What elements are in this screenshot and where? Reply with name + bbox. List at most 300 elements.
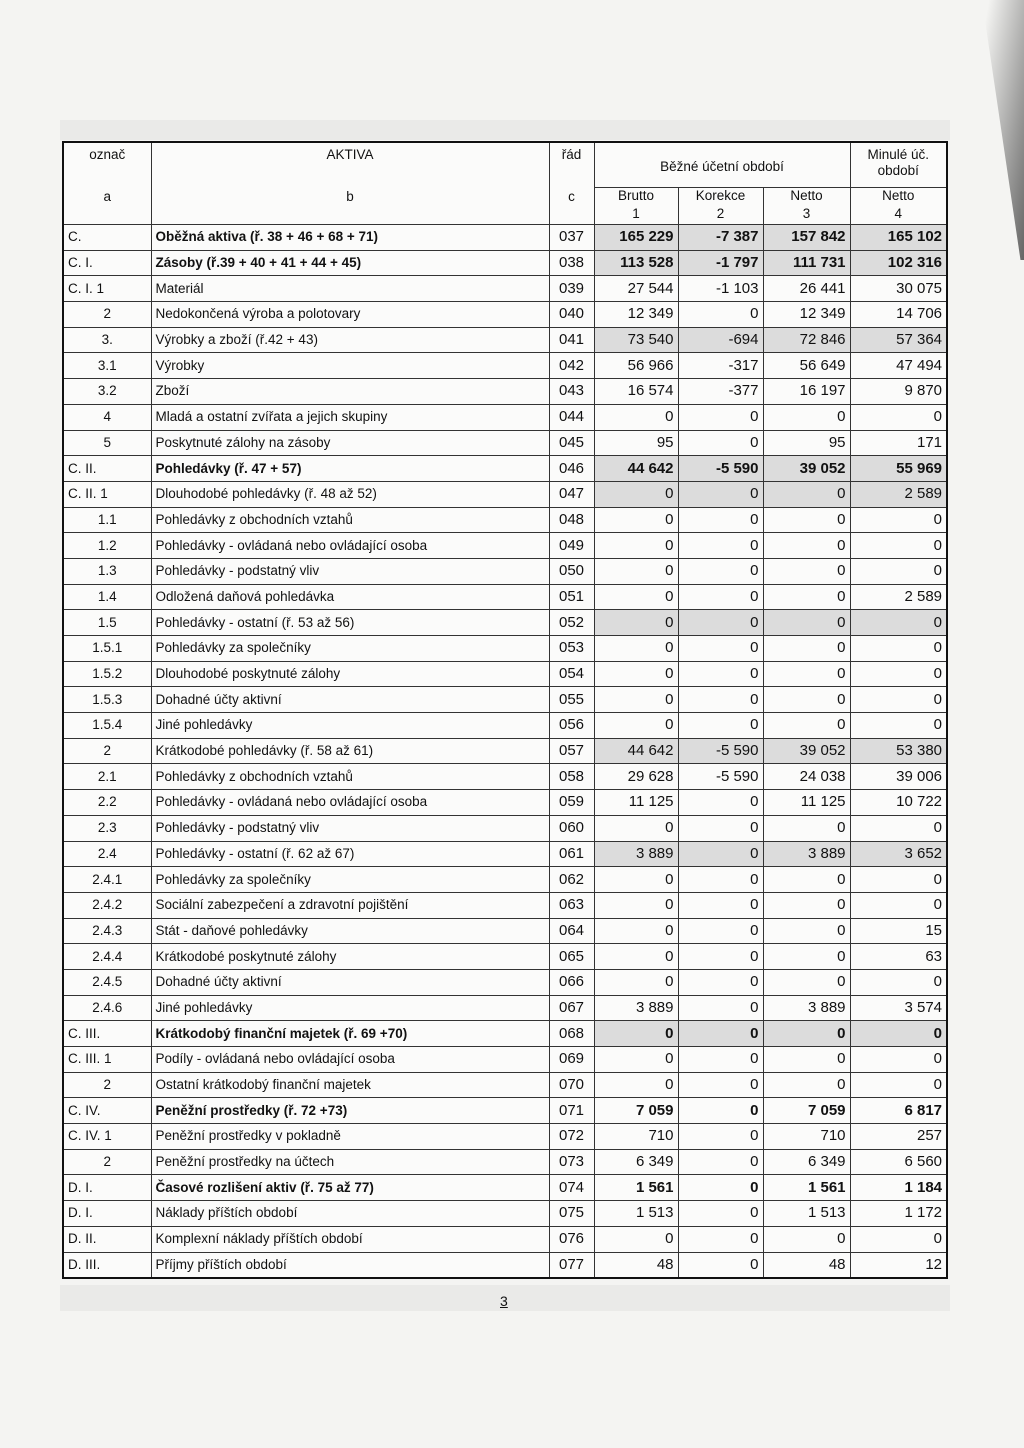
row-netto: 0 [763, 1072, 850, 1098]
row-rad: 051 [549, 584, 594, 610]
header-prev-period-line2: období [877, 163, 919, 178]
row-brutto: 6 349 [594, 1149, 678, 1175]
row-brutto: 16 574 [594, 379, 678, 405]
row-label: Pohledávky z obchodních vztahů [151, 764, 549, 790]
row-oznac: 1.1 [63, 507, 151, 533]
row-label: Výrobky a zboží (ř.42 + 43) [151, 327, 549, 353]
row-oznac: C. I. [63, 250, 151, 276]
row-prev-netto: 53 380 [850, 738, 947, 764]
row-brutto: 3 889 [594, 841, 678, 867]
row-rad: 060 [549, 815, 594, 841]
row-netto: 0 [763, 867, 850, 893]
row-rad: 063 [549, 892, 594, 918]
header-prev-netto: Netto [850, 188, 947, 207]
header-netto: Netto [763, 188, 850, 207]
row-rad: 048 [549, 507, 594, 533]
row-rad: 071 [549, 1098, 594, 1124]
row-oznac: 2.4.1 [63, 867, 151, 893]
table-row [63, 969, 947, 995]
row-oznac: C. I. 1 [63, 276, 151, 302]
header-n4: 4 [850, 206, 947, 225]
table-row [63, 738, 947, 764]
table-row [63, 841, 947, 867]
row-oznac: 2.4 [63, 841, 151, 867]
table-row [63, 1098, 947, 1124]
row-brutto: 0 [594, 533, 678, 559]
page-number: 3 [500, 1293, 508, 1309]
row-rad: 061 [549, 841, 594, 867]
row-brutto: 48 [594, 1252, 678, 1278]
row-oznac: D. II. [63, 1226, 151, 1252]
row-netto: 0 [763, 558, 850, 584]
table-row [63, 1047, 947, 1073]
row-oznac: 2.1 [63, 764, 151, 790]
row-korekce: 0 [678, 507, 763, 533]
row-brutto: 11 125 [594, 790, 678, 816]
row-rad: 058 [549, 764, 594, 790]
row-oznac: C. III. [63, 1021, 151, 1047]
row-prev-netto: 47 494 [850, 353, 947, 379]
row-rad: 052 [549, 610, 594, 636]
row-label: Krátkodobé pohledávky (ř. 58 až 61) [151, 738, 549, 764]
row-korekce: 0 [678, 1047, 763, 1073]
scan-band [60, 120, 950, 140]
row-prev-netto: 0 [850, 558, 947, 584]
row-brutto: 0 [594, 507, 678, 533]
row-brutto: 0 [594, 713, 678, 739]
table-row [63, 584, 947, 610]
row-netto: 0 [763, 404, 850, 430]
row-netto: 3 889 [763, 841, 850, 867]
row-netto: 0 [763, 1021, 850, 1047]
row-label: Stát - daňové pohledávky [151, 918, 549, 944]
row-netto: 0 [763, 533, 850, 559]
row-label: Výrobky [151, 353, 549, 379]
row-brutto: 3 889 [594, 995, 678, 1021]
row-brutto: 0 [594, 610, 678, 636]
row-label: Pohledávky - ovládaná nebo ovládající osoba [151, 533, 549, 559]
row-korekce: 0 [678, 867, 763, 893]
row-brutto: 7 059 [594, 1098, 678, 1124]
row-prev-netto: 39 006 [850, 764, 947, 790]
row-netto: 0 [763, 1226, 850, 1252]
row-oznac: C. IV. [63, 1098, 151, 1124]
row-rad: 049 [549, 533, 594, 559]
row-oznac: C. III. 1 [63, 1047, 151, 1073]
row-oznac: 2.2 [63, 790, 151, 816]
row-brutto: 44 642 [594, 456, 678, 482]
row-rad: 042 [549, 353, 594, 379]
table-row [63, 713, 947, 739]
row-prev-netto: 0 [850, 1226, 947, 1252]
row-prev-netto: 0 [850, 507, 947, 533]
table-row [63, 302, 947, 328]
row-korekce: 0 [678, 1098, 763, 1124]
row-netto: 11 125 [763, 790, 850, 816]
row-oznac: 1.4 [63, 584, 151, 610]
row-label: Nedokončená výroba a polotovary [151, 302, 549, 328]
row-prev-netto: 9 870 [850, 379, 947, 405]
row-oznac: D. I. [63, 1175, 151, 1201]
table-row [63, 276, 947, 302]
row-korekce: 0 [678, 533, 763, 559]
row-prev-netto: 3 652 [850, 841, 947, 867]
table-row [63, 636, 947, 662]
row-korekce: -1 103 [678, 276, 763, 302]
row-prev-netto: 0 [850, 713, 947, 739]
row-netto: 39 052 [763, 456, 850, 482]
row-label: Podíly - ovládaná nebo ovládající osoba [151, 1047, 549, 1073]
row-brutto: 95 [594, 430, 678, 456]
row-korekce: -317 [678, 353, 763, 379]
row-label: Pohledávky (ř. 47 + 57) [151, 456, 549, 482]
row-brutto: 0 [594, 558, 678, 584]
row-label: Peněžní prostředky na účtech [151, 1149, 549, 1175]
row-rad: 055 [549, 687, 594, 713]
row-korekce: 0 [678, 430, 763, 456]
table-row [63, 661, 947, 687]
row-brutto: 0 [594, 404, 678, 430]
row-korekce: 0 [678, 636, 763, 662]
table-row [63, 353, 947, 379]
row-prev-netto: 0 [850, 404, 947, 430]
row-rad: 050 [549, 558, 594, 584]
row-rad: 053 [549, 636, 594, 662]
row-oznac: D. I. [63, 1201, 151, 1227]
row-prev-netto: 12 [850, 1252, 947, 1278]
table-row [63, 533, 947, 559]
row-brutto: 0 [594, 969, 678, 995]
row-label: Materiál [151, 276, 549, 302]
row-korekce: 0 [678, 1226, 763, 1252]
row-label: Krátkodobý finanční majetek (ř. 69 +70) [151, 1021, 549, 1047]
row-rad: 064 [549, 918, 594, 944]
row-korekce: 0 [678, 1072, 763, 1098]
row-oznac: 2.4.5 [63, 969, 151, 995]
row-netto: 710 [763, 1124, 850, 1150]
row-korekce: -694 [678, 327, 763, 353]
header-aktiva-label: AKTIVA [326, 147, 374, 162]
row-rad: 062 [549, 867, 594, 893]
row-oznac: 2.4.2 [63, 892, 151, 918]
row-rad: 059 [549, 790, 594, 816]
row-brutto: 44 642 [594, 738, 678, 764]
row-netto: 157 842 [763, 225, 850, 251]
table-row [63, 1226, 947, 1252]
header-korekce: Korekce [678, 188, 763, 207]
row-rad: 067 [549, 995, 594, 1021]
row-oznac: C. II. [63, 456, 151, 482]
row-netto: 0 [763, 713, 850, 739]
row-netto: 39 052 [763, 738, 850, 764]
row-brutto: 0 [594, 1047, 678, 1073]
row-oznac: 2 [63, 738, 151, 764]
row-label: Příjmy příštích období [151, 1252, 549, 1278]
table-row [63, 610, 947, 636]
table-row [63, 379, 947, 405]
row-oznac: C. II. 1 [63, 481, 151, 507]
row-netto: 0 [763, 918, 850, 944]
row-oznac: 1.5.4 [63, 713, 151, 739]
row-oznac: 2.4.3 [63, 918, 151, 944]
header-row-1 [63, 142, 947, 188]
row-netto: 24 038 [763, 764, 850, 790]
row-prev-netto: 57 364 [850, 327, 947, 353]
row-netto: 0 [763, 584, 850, 610]
row-label: Pohledávky - podstatný vliv [151, 815, 549, 841]
row-korekce: 0 [678, 841, 763, 867]
header-n1: 1 [594, 206, 678, 225]
row-rad: 037 [549, 225, 594, 251]
row-oznac: D. III. [63, 1252, 151, 1278]
row-korekce: 0 [678, 918, 763, 944]
row-label: Pohledávky za společníky [151, 636, 549, 662]
row-brutto: 0 [594, 892, 678, 918]
row-oznac: 3.2 [63, 379, 151, 405]
row-brutto: 29 628 [594, 764, 678, 790]
row-brutto: 0 [594, 687, 678, 713]
row-korekce: 0 [678, 892, 763, 918]
row-netto: 0 [763, 610, 850, 636]
row-rad: 044 [549, 404, 594, 430]
row-oznac: 1.3 [63, 558, 151, 584]
row-oznac: 2 [63, 302, 151, 328]
row-label: Pohledávky - ovládaná nebo ovládající osoba [151, 790, 549, 816]
row-rad: 074 [549, 1175, 594, 1201]
row-label: Jiné pohledávky [151, 995, 549, 1021]
table-row [63, 892, 947, 918]
header-col-c: c [568, 189, 575, 204]
row-brutto: 56 966 [594, 353, 678, 379]
row-netto: 6 349 [763, 1149, 850, 1175]
row-prev-netto: 2 589 [850, 584, 947, 610]
row-prev-netto: 171 [850, 430, 947, 456]
header-rad-label: řád [561, 147, 582, 162]
row-prev-netto: 55 969 [850, 456, 947, 482]
row-rad: 072 [549, 1124, 594, 1150]
row-oznac: 2.3 [63, 815, 151, 841]
row-rad: 038 [549, 250, 594, 276]
row-netto: 16 197 [763, 379, 850, 405]
balance-sheet-table [62, 141, 948, 1279]
header-rad [549, 142, 594, 225]
row-prev-netto: 63 [850, 944, 947, 970]
row-prev-netto: 0 [850, 610, 947, 636]
row-label: Dlouhodobé pohledávky (ř. 48 až 52) [151, 481, 549, 507]
table-row [63, 1252, 947, 1278]
row-brutto: 0 [594, 815, 678, 841]
row-rad: 073 [549, 1149, 594, 1175]
row-korekce: 0 [678, 481, 763, 507]
row-korekce: -5 590 [678, 764, 763, 790]
row-brutto: 0 [594, 918, 678, 944]
table-row [63, 764, 947, 790]
table-row [63, 430, 947, 456]
header-prev-period-line1: Minulé úč. [867, 147, 930, 162]
row-korekce: 0 [678, 687, 763, 713]
row-label: Dohadné účty aktivní [151, 969, 549, 995]
table-row [63, 404, 947, 430]
row-korekce: -377 [678, 379, 763, 405]
row-korekce: 0 [678, 1252, 763, 1278]
row-prev-netto: 0 [850, 892, 947, 918]
row-netto: 72 846 [763, 327, 850, 353]
row-brutto: 0 [594, 944, 678, 970]
row-oznac: 2 [63, 1072, 151, 1098]
header-col-b: b [346, 189, 354, 204]
row-korekce: 0 [678, 1201, 763, 1227]
table-row [63, 250, 947, 276]
row-rad: 040 [549, 302, 594, 328]
table-row [63, 1149, 947, 1175]
table-row [63, 507, 947, 533]
row-label: Dlouhodobé poskytnuté zálohy [151, 661, 549, 687]
row-netto: 1 561 [763, 1175, 850, 1201]
row-oznac: 1.5 [63, 610, 151, 636]
row-brutto: 0 [594, 1072, 678, 1098]
row-oznac: 3.1 [63, 353, 151, 379]
header-prev-period [850, 142, 947, 188]
row-netto: 0 [763, 815, 850, 841]
row-label: Dohadné účty aktivní [151, 687, 549, 713]
row-prev-netto: 6 817 [850, 1098, 947, 1124]
header-brutto: Brutto [594, 188, 678, 207]
table-row [63, 944, 947, 970]
row-prev-netto: 0 [850, 867, 947, 893]
row-netto: 95 [763, 430, 850, 456]
row-brutto: 0 [594, 636, 678, 662]
table-row [63, 481, 947, 507]
row-rad: 057 [549, 738, 594, 764]
row-rad: 075 [549, 1201, 594, 1227]
header-col-a: a [103, 189, 111, 204]
row-prev-netto: 2 589 [850, 481, 947, 507]
table-row [63, 918, 947, 944]
row-label: Sociální zabezpečení a zdravotní pojištění [151, 892, 549, 918]
row-korekce: 0 [678, 944, 763, 970]
header-oznac-label: označ [89, 147, 126, 162]
row-label: Jiné pohledávky [151, 713, 549, 739]
row-label: Poskytnuté zálohy na zásoby [151, 430, 549, 456]
row-brutto: 12 349 [594, 302, 678, 328]
row-korekce: 0 [678, 995, 763, 1021]
row-korekce: 0 [678, 661, 763, 687]
row-brutto: 0 [594, 1226, 678, 1252]
row-korekce: 0 [678, 302, 763, 328]
row-prev-netto: 15 [850, 918, 947, 944]
row-korekce: 0 [678, 1175, 763, 1201]
row-netto: 0 [763, 1047, 850, 1073]
table-row [63, 225, 947, 251]
row-label: Peněžní prostředky (ř. 72 +73) [151, 1098, 549, 1124]
row-rad: 066 [549, 969, 594, 995]
row-netto: 1 513 [763, 1201, 850, 1227]
row-oznac: C. IV. 1 [63, 1124, 151, 1150]
row-brutto: 0 [594, 481, 678, 507]
row-netto: 0 [763, 944, 850, 970]
row-brutto: 27 544 [594, 276, 678, 302]
row-rad: 070 [549, 1072, 594, 1098]
table-row [63, 456, 947, 482]
table-row [63, 867, 947, 893]
row-netto: 7 059 [763, 1098, 850, 1124]
table-row [63, 687, 947, 713]
row-label: Odložená daňová pohledávka [151, 584, 549, 610]
row-korekce: 0 [678, 404, 763, 430]
header-oznac [63, 142, 151, 225]
row-prev-netto: 102 316 [850, 250, 947, 276]
row-korekce: 0 [678, 969, 763, 995]
row-brutto: 165 229 [594, 225, 678, 251]
row-label: Peněžní prostředky v pokladně [151, 1124, 549, 1150]
row-brutto: 710 [594, 1124, 678, 1150]
row-label: Mladá a ostatní zvířata a jejich skupiny [151, 404, 549, 430]
row-prev-netto: 0 [850, 1047, 947, 1073]
row-korekce: 0 [678, 610, 763, 636]
row-prev-netto: 1 184 [850, 1175, 947, 1201]
row-prev-netto: 0 [850, 687, 947, 713]
row-prev-netto: 10 722 [850, 790, 947, 816]
row-brutto: 113 528 [594, 250, 678, 276]
row-brutto: 1 513 [594, 1201, 678, 1227]
row-prev-netto: 0 [850, 636, 947, 662]
row-korekce: -1 797 [678, 250, 763, 276]
header-current-period: Běžné účetní období [594, 142, 850, 188]
row-prev-netto: 0 [850, 533, 947, 559]
row-netto: 48 [763, 1252, 850, 1278]
row-rad: 041 [549, 327, 594, 353]
row-rad: 046 [549, 456, 594, 482]
table-row [63, 815, 947, 841]
row-oznac: 2.4.6 [63, 995, 151, 1021]
row-netto: 56 649 [763, 353, 850, 379]
row-brutto: 0 [594, 867, 678, 893]
row-prev-netto: 6 560 [850, 1149, 947, 1175]
row-rad: 047 [549, 481, 594, 507]
row-label: Pohledávky - ostatní (ř. 53 až 56) [151, 610, 549, 636]
row-netto: 3 889 [763, 995, 850, 1021]
row-korekce: 0 [678, 558, 763, 584]
row-brutto: 0 [594, 1021, 678, 1047]
row-netto: 0 [763, 892, 850, 918]
row-netto: 0 [763, 636, 850, 662]
row-prev-netto: 0 [850, 1072, 947, 1098]
row-korekce: -5 590 [678, 738, 763, 764]
row-oznac: 1.5.1 [63, 636, 151, 662]
row-label: Zboží [151, 379, 549, 405]
row-prev-netto: 165 102 [850, 225, 947, 251]
row-korekce: 0 [678, 1124, 763, 1150]
row-korekce: 0 [678, 1021, 763, 1047]
table-row [63, 327, 947, 353]
row-korekce: -5 590 [678, 456, 763, 482]
row-prev-netto: 14 706 [850, 302, 947, 328]
row-prev-netto: 30 075 [850, 276, 947, 302]
scan-shadow [954, 0, 1024, 260]
row-oznac: 1.5.2 [63, 661, 151, 687]
row-label: Pohledávky z obchodních vztahů [151, 507, 549, 533]
table-row [63, 790, 947, 816]
row-prev-netto: 0 [850, 815, 947, 841]
table-row [63, 1124, 947, 1150]
row-prev-netto: 3 574 [850, 995, 947, 1021]
row-rad: 043 [549, 379, 594, 405]
row-netto: 0 [763, 661, 850, 687]
row-brutto: 73 540 [594, 327, 678, 353]
row-label: Pohledávky za společníky [151, 867, 549, 893]
row-netto: 0 [763, 687, 850, 713]
row-korekce: 0 [678, 713, 763, 739]
